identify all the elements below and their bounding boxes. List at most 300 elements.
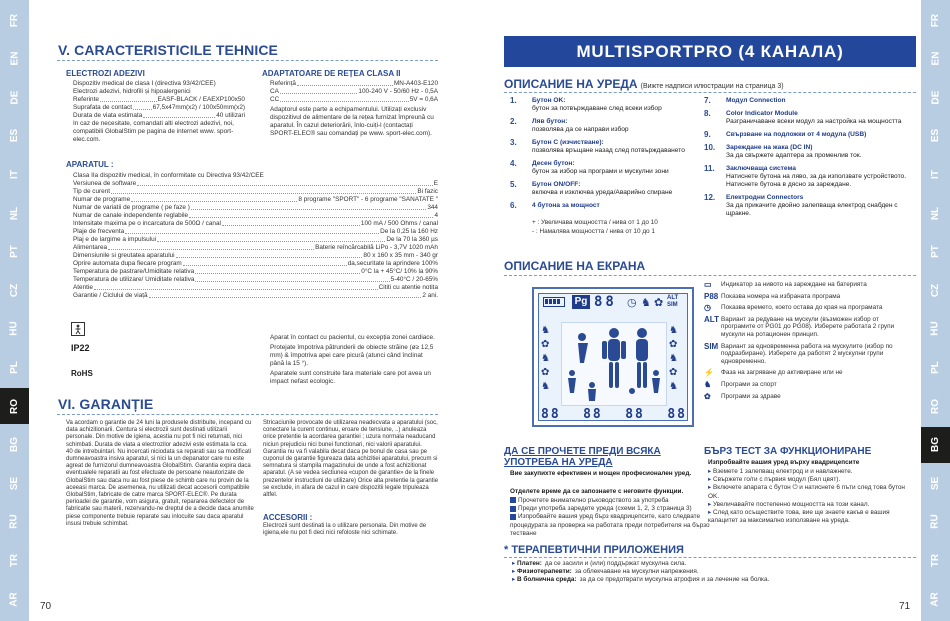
legend-text: Програми за спорт: [721, 380, 777, 388]
dot-leader: [131, 196, 297, 202]
language-tab-se[interactable]: [921, 465, 950, 501]
device-item-number: 8.: [704, 109, 711, 118]
legend-text: Вариант за едновременна работа на мускулите (избор по подразбиране). Изберете да работят 2 мускулни групи едновременно.: [721, 342, 893, 365]
spec-row: [73, 292, 438, 300]
device-item-label: Електродни Connectors: [726, 194, 804, 201]
spec-value: 67,5x47mm(x2) / 100x50mm(x2): [152, 104, 245, 111]
language-tab-fr[interactable]: [0, 2, 29, 38]
language-tab-label: EN: [9, 51, 20, 66]
language-tab-label: RO: [930, 398, 941, 414]
device-item-text: [726, 144, 862, 160]
language-tab-pl[interactable]: [0, 349, 29, 385]
device-item: [704, 110, 916, 126]
dot-leader: [108, 244, 314, 250]
ip-label: IP22: [71, 343, 90, 353]
dot-leader: [94, 284, 378, 290]
spec-row: [73, 96, 245, 104]
spec-row: [73, 180, 438, 188]
dot-leader: [149, 292, 422, 298]
test-item: [708, 468, 916, 476]
language-tab-ru[interactable]: [921, 504, 950, 540]
test-item: [708, 484, 916, 500]
spec-key: Electrozi adezivi, hidrofili și hipoalergenici: [73, 88, 191, 95]
page-number-left: 70: [40, 601, 52, 612]
language-tab-label: FR: [9, 13, 20, 27]
spec-value: 4: [434, 212, 438, 219]
section-title-warranty: VI. GARANȚIE: [58, 396, 154, 412]
therapeutic-item: [512, 560, 912, 568]
device-item-label: Color Indicator Module: [726, 110, 798, 117]
dot-leader: [191, 204, 426, 210]
device-description-note: (Вижте надписи илюстрации на страница 3): [640, 83, 784, 90]
language-tab-label: EN: [930, 51, 941, 66]
spec-value: De la 70 la 360 µs: [386, 236, 438, 243]
legend-item: [704, 293, 914, 301]
language-tab-nl[interactable]: [0, 195, 29, 231]
therapeutic-text: да се засили и (или) поддържат мускулна сила.: [544, 560, 687, 567]
language-tab-tr[interactable]: [0, 542, 29, 578]
legend-item: [704, 393, 914, 401]
device-item-desc: За да свържете адаптера за променлив ток.: [726, 152, 862, 159]
test-item: [708, 509, 916, 525]
spec-row: [73, 252, 438, 260]
device-item-text: [726, 131, 866, 139]
arrow-icon: ▸: [512, 560, 517, 567]
device-item: [510, 118, 700, 134]
accessories-title: ACCESORII :: [263, 513, 313, 522]
spec-row: [270, 80, 438, 88]
language-tab-label: CZ: [930, 283, 941, 297]
device-description-title: ОПИСАНИЕ НА УРЕДА (Вижте надписи илюстрации на страница 3): [504, 77, 784, 91]
spec-row: [270, 88, 438, 96]
spec-row: [73, 188, 438, 196]
spec-value: Cititi cu atentie notita: [378, 284, 438, 291]
dot-leader: [297, 80, 393, 86]
language-tab-es[interactable]: [921, 118, 950, 154]
spec-value: MN-A403-E120: [393, 80, 438, 87]
language-tab-de[interactable]: [0, 79, 29, 115]
adapter-specs: [270, 80, 438, 104]
language-tab-label: PL: [930, 361, 941, 374]
quick-test-bold: Изпробвайте вашия уред върху квадрицепсите: [708, 459, 860, 466]
muscle-figures-illustration: [561, 322, 667, 406]
battery-icon: [543, 297, 565, 307]
device-item-text: [532, 118, 629, 134]
device-item-number: 2.: [510, 117, 517, 126]
dot-leader: [143, 112, 215, 118]
spec-value: Bi fazic: [417, 188, 438, 195]
dot-leader: [176, 252, 363, 258]
language-tab-ro[interactable]: [921, 388, 950, 424]
language-tab-en[interactable]: [921, 41, 950, 77]
language-tab-label: ES: [930, 129, 941, 143]
device-item-label: Модул Connection: [726, 97, 786, 104]
spec-value: Baterie reîncărcabilă LiPo - 3,7V 1020 mAh: [315, 244, 438, 251]
device-item-label: Заключващa система: [726, 165, 796, 172]
spec-value: EASF-BLACK / EAEXP100x50: [157, 96, 245, 103]
legend-icon: ◷: [704, 303, 711, 313]
accessories-text: Electrozii sunt destinati la o utilizare personala. Din motive de igiena,ele nu pot fi deci nici refoloste nici schimate.: [263, 523, 427, 537]
arrow-icon: ▸: [708, 484, 713, 492]
dot-leader: [280, 88, 358, 94]
device-item-text: [726, 97, 786, 105]
device-item: [704, 194, 916, 218]
language-tab-label: TR: [9, 553, 20, 568]
language-tab-label: NL: [930, 206, 941, 220]
language-tab-label: DE: [930, 90, 941, 105]
page-number-right: 71: [899, 601, 911, 612]
divider: [504, 275, 916, 276]
adapter-note: Adaptorul este parte a echipamentului. Utilizați exclusiv dispozitivul de alimentare de la rețea furnizat împreună cu aparatul. În cazul deteriorării, înlo-cuiți-l (contactați SPORT-ELEC® sau comandați pe www. sport-elec.com).: [270, 106, 434, 137]
language-tab-en[interactable]: [0, 41, 29, 77]
dot-leader: [222, 220, 360, 226]
language-tab-cz[interactable]: [0, 272, 29, 308]
legend-item: [704, 343, 914, 366]
therapeutic-title: * ТЕРАПЕВТИЧНИ ПРИЛОЖЕНИЯ: [504, 544, 684, 556]
power-minus-text: - : Намалява мощността / нива от 10 до 1: [532, 228, 655, 235]
legend-icon: ♞: [704, 379, 712, 389]
language-tab-label: FR: [930, 13, 941, 27]
language-tab-pt[interactable]: [0, 234, 29, 270]
device-item-desc: Натиснете бутона на ляво, за да използвате устройството. Натиснете бутона в дясно за зареждане.: [726, 173, 907, 188]
spec-value: 80 x 160 x 35 mm - 340 gr: [363, 252, 438, 259]
legend-icon: ▭: [704, 280, 712, 289]
legend-item: [704, 281, 914, 289]
device-item: [704, 131, 916, 139]
sim-label: SIM: [667, 302, 678, 308]
language-tab-ru[interactable]: [0, 504, 29, 540]
warranty-text-col1: Va acordam o garantie de 24 luni la produsele distribuite, incepand cu data achizitionarii. Centura si electrozii sunt destinati utilizarii personale. Din motive de igiena, acestia nu pot fi nici returnati, nici schimbati. Durata de viata a electrozilor adezivi este estimata la cca. 40 de intrebuintari. Nu incercati niciodata sa reparati sau sa modificati dumneavoastra insiva aparatul, si nici la un depanator care nu este agreat de furnizorul dumneavoastra GlobalStim. Garantia expira daca eventualele reparatii au fost efectuate de persoane neautorizate de GlobalStim sau daca nu au fost piese de schimb care nu provin de la aceeasi marca. De asemenea, nu utilizati decat accesorii compatibile GlobalStim, fabricate de catre marca SPORT-ELEC®. Pe durata perioadei de garantie, vom asigura, gratuit, repararea defectelor de fabricatie sau materii, rezervandu-ne dreptul de a decide daca anumite piese componente trebuie reparate sau inlocuite sau daca aparatul insusi trebuie schimbat.: [66, 420, 254, 527]
device-item-text: [532, 97, 662, 113]
legend-item: [704, 381, 914, 389]
screen-description-title: ОПИСАНИЕ НА ЕКРАНА: [504, 259, 646, 273]
dot-leader: [100, 96, 157, 102]
device-items-col1: [510, 97, 700, 215]
spec-key: Plaje de frecventa: [73, 228, 125, 235]
device-item-number: 6.: [510, 201, 517, 210]
spec-value: 8 programe "SPORT" - 6 programe "SANATATE ": [298, 196, 438, 203]
language-tabs-right: [921, 0, 950, 621]
spec-key: Versiunea de software: [73, 180, 137, 187]
spec-row: [73, 80, 245, 88]
device-specs: [73, 180, 438, 300]
device-item-desc: Разграничаване всеки модул за настройка на мощността: [726, 118, 902, 125]
spec-row: [270, 96, 438, 104]
language-tab-label: RO: [9, 398, 20, 414]
legend-icon: SIM: [704, 341, 719, 351]
health-icon: ✿: [654, 297, 664, 309]
therapeutic-label: Платен:: [516, 560, 542, 567]
spec-key: Durata de viata estimata: [73, 112, 143, 119]
language-tab-pl[interactable]: [921, 349, 950, 385]
spec-key: Tip de curent: [73, 188, 111, 195]
read-bold-2: Отделете време да се запознаете с неговите функции.: [510, 488, 684, 495]
device-item-text: [726, 194, 916, 218]
device-item-text: [726, 165, 916, 189]
legend-text: Индикатор за нивото на зареждане на батерията: [721, 281, 867, 288]
bullet-square-icon: [510, 514, 516, 520]
language-tab-se[interactable]: [0, 465, 29, 501]
arrow-icon: ▸: [512, 568, 517, 576]
electrodes-specs: [73, 80, 245, 120]
device-item-number: 9.: [704, 130, 711, 139]
device-item-label: Зареждане на жака (DC IN): [726, 144, 813, 151]
read-item-text: Изпробвайте вашия уред бърз квадрицепсите, като следвате процедурата за проверка на работата преди потребителя на бързо тестване: [510, 513, 710, 537]
spec-key: CA: [270, 88, 279, 95]
legend-text: Показва номера на избраната програма: [721, 292, 841, 300]
language-tab-hu[interactable]: [0, 311, 29, 347]
device-item: [704, 97, 916, 105]
divider: [504, 92, 916, 93]
device-item-desc: включва и изключва уреда/Аварийно спиране: [532, 189, 673, 196]
language-tab-label: CZ: [9, 283, 20, 297]
language-tab-ro[interactable]: [0, 388, 29, 424]
spec-value: 0°C la + 45°C/ 10% la 90%: [361, 268, 438, 275]
therapeutic-item: [512, 576, 912, 584]
device-title: APARATUL :: [66, 160, 114, 169]
device-item-number: 7.: [704, 96, 711, 105]
language-tabs-left: [0, 0, 29, 621]
language-tab-label: AR: [8, 591, 20, 607]
spec-key: Referinte: [73, 96, 99, 103]
device-item-desc: позволява да се направи избор: [532, 126, 629, 133]
arrow-icon: ▸: [708, 476, 713, 484]
spec-value: 100-240 V - 50/60 Hz - 0,5A: [358, 88, 438, 95]
language-tab-label: HU: [8, 321, 20, 337]
channel-intensity-digits: 88 88 88 88: [541, 407, 687, 422]
legend-text: Показва времето, което остава до края на програмата: [721, 304, 883, 312]
test-item-text: Свържете го/ги с първия модул (Бял цвят).: [712, 476, 841, 484]
legend-icon: ✿: [704, 391, 711, 401]
spec-value: da,securitate la aprindere 100%: [347, 260, 438, 267]
device-item-label: Десен бутон:: [532, 160, 575, 167]
device-item-text: [532, 202, 600, 210]
dot-leader: [133, 104, 152, 110]
language-tab-es[interactable]: [0, 118, 29, 154]
spec-row: [73, 236, 438, 244]
bf-applied-part-icon: [71, 322, 85, 336]
spec-row: [73, 228, 438, 236]
language-tab-label: PT: [930, 245, 941, 258]
screen-legend: [704, 281, 914, 404]
program-pg-label: Pg: [572, 295, 590, 309]
spec-key: Intensitate maxima pe o incarcatura de 500Ω / canal: [73, 220, 221, 227]
quick-test-list: [708, 468, 916, 525]
device-item: [510, 202, 700, 210]
spec-row: [73, 244, 438, 252]
spec-row: [73, 88, 245, 96]
device-item: [510, 97, 700, 113]
ip-text: Protejate împotriva pătrunderii de obiecte străine (ø≥ 12,5 mm) & împotriva apei care picură (atunci când înclinat până la 15 °).: [270, 344, 434, 367]
device-items-col2: [704, 97, 916, 223]
language-tab-ar[interactable]: [921, 581, 950, 617]
quick-test-title: БЪРЗ ТЕСТ ЗА ФУНКЦИОНИРАНЕ: [704, 446, 872, 457]
spec-row: [73, 104, 245, 112]
device-item-number: 1.: [510, 96, 517, 105]
therapeutic-label: В болнична среда:: [516, 576, 577, 584]
read-item-text: Преди употреба заредете уреда (схеми 1, 2, 3 страница 3): [518, 505, 692, 513]
device-item: [510, 160, 700, 176]
spec-key: Temperatura de pastrare/Umiditate relativa: [73, 268, 195, 275]
spec-value: 100 mA / 500 Ohms / canal: [360, 220, 438, 227]
language-tab-label: AR: [929, 591, 941, 607]
language-tab-pt[interactable]: [921, 234, 950, 270]
language-tab-fr[interactable]: [921, 2, 950, 38]
language-tab-ar[interactable]: [0, 581, 29, 617]
legend-item: [704, 316, 914, 339]
power-plus-text: + : Увеличава мощността / нива от 1 до 10: [532, 219, 658, 226]
language-tab-cz[interactable]: [921, 272, 950, 308]
legend-icon: ⚡: [704, 368, 714, 378]
language-tab-label: TR: [930, 553, 941, 568]
language-tab-label: BG: [9, 437, 20, 453]
language-tab-label: ES: [9, 129, 20, 143]
spec-key: Plaj e de largime a impulsului: [73, 236, 157, 243]
spec-key: Temperatura de utilizare/ Umiditate relativa: [73, 276, 195, 283]
legend-text: Фаза на загряване до активиране или не: [721, 369, 843, 377]
language-tab-bg[interactable]: [921, 427, 950, 463]
device-item-label: Ляв бутон:: [532, 118, 568, 125]
spec-row: [73, 204, 438, 212]
legend-text: Програми за здраве: [721, 392, 781, 400]
language-tab-it[interactable]: [0, 156, 29, 192]
spec-key: Suprafata de contact: [73, 104, 132, 111]
device-item-number: 11.: [704, 164, 715, 173]
language-tab-label: DE: [9, 90, 20, 105]
divider: [504, 557, 916, 558]
language-tab-label: SE: [930, 476, 941, 490]
arrow-icon: ▸: [708, 509, 713, 517]
device-item-desc: За да прикачите двойно залепваща електрод снабден с щракне.: [726, 202, 898, 217]
legend-item: [704, 369, 914, 377]
main-title-bar: MULTISPORTPRO (4 КАНАЛА): [504, 36, 916, 67]
bullet-square-icon: [510, 506, 516, 512]
read-item: [510, 513, 710, 538]
device-intro: Clasa IIa dispozitiv medical, în conformitate cu Directiva 93/42/CEE: [73, 172, 264, 179]
spec-key: CC: [270, 96, 280, 103]
device-item: [510, 139, 700, 155]
adapter-title: ADAPTATOARE DE REȚEA CLASA II: [262, 69, 401, 78]
device-item-label: Бутон OK:: [532, 97, 566, 104]
language-tab-tr[interactable]: [921, 542, 950, 578]
rohs-text: Aparatele sunt construite fara materiale care pot avea un impact nefast ecologic.: [270, 370, 431, 385]
arrow-icon: ▸: [708, 468, 713, 475]
device-item: [704, 165, 916, 189]
device-item-number: 10.: [704, 143, 716, 152]
legend-icon: P88: [704, 291, 719, 301]
test-item-text: Увеличавайте постепенно мощността на този канал.: [712, 500, 870, 508]
bullet-square-icon: [510, 497, 516, 503]
device-item-label: Свързване на подложки от 4 модула (USB): [726, 131, 867, 138]
warranty-text-col2: Stricaciunile provocate de utilizarea neadecvata a aparatului (soc, conectare la curent continuu, eroare de tensiune, ..) anuleaza orice pretentie la acordarea garantiei ; uzura normala neaducand niciun prejudiciu nici bunei functionari, nici valorii aparatului. Garantia nu va fi valabila decat daca pe bonul de casa sau pe cuponul de garantie figureaza data achizitiei aparatului, precum si semnatura si stampila magazinului de unde a fost achizitionat aparatul. (A se vedea sectiunea «cupon de garantie» de la finele prezentelor instructiuni de utilizare) Orice alta pretentie la garantie se exclude, in afara de cazul in care dispozitii legale tripuleaza altfel.: [263, 420, 439, 499]
spec-row: [73, 260, 438, 268]
test-item-text: След като осъществите това, вие ще знаете какъв е вашия капацитет за максимално използване на уреда.: [708, 509, 890, 525]
arrow-icon: ▸: [512, 576, 517, 584]
spec-key: Dimensiunile si greutatea aparatului: [73, 252, 175, 259]
dot-leader: [195, 276, 389, 282]
test-item-text: Включете апарата с бутон ⏻ и натиснете 6 пъти след това бутон OK.: [708, 484, 905, 500]
device-item-number: 12.: [704, 193, 716, 202]
spec-row: [73, 196, 438, 204]
device-item: [510, 181, 700, 197]
language-tab-label: IT: [8, 169, 20, 179]
spec-value: 5-40°C / 20-65%: [390, 276, 438, 283]
arrow-icon: ▸: [708, 500, 713, 508]
spec-value: 5V = 0,6A: [409, 96, 438, 103]
legend-item: [704, 304, 914, 312]
therapeutic-list: [512, 560, 912, 585]
device-item-number: 3.: [510, 138, 517, 147]
device-item-number: 5.: [510, 180, 517, 189]
language-tab-de[interactable]: [921, 79, 950, 115]
electrodes-note: In caz de necesitate, comandati alti electrozi adezivi, noi, compatibili GlobalStim pe pagina de internet www. sport-elec.com.: [73, 120, 234, 143]
language-tab-label: RU: [8, 514, 20, 530]
dot-leader: [280, 96, 409, 102]
device-item-text: [532, 181, 672, 197]
dot-leader: [195, 268, 360, 274]
spec-row: [73, 276, 438, 284]
device-item-label: 4 бутона за мощност: [532, 202, 600, 209]
language-tab-label: HU: [929, 321, 941, 337]
spec-key: Garantie / Ciclului de viață: [73, 292, 148, 299]
read-before-use-list: [510, 497, 710, 538]
spec-row: [73, 268, 438, 276]
symbol-bf-text: Aparat în contact cu pacientul, cu excepția zonei cardiace.: [270, 334, 435, 341]
device-item-desc: позволява връщане назад след потвърждаването: [532, 147, 685, 154]
therapeutic-text: за да се предотврати мускулна атрофия и за лечение на болка.: [579, 576, 770, 584]
spec-value: 344: [427, 204, 438, 211]
electrodes-title: ELECTROZI ADEZIVI: [66, 69, 145, 78]
language-tab-bg[interactable]: [0, 427, 29, 463]
spec-row: [73, 220, 438, 228]
legend-text: Вариант за редуване на мускули (възможен избор от програмите от PG01 до PG08). Изберете работата 2 групи мускули на ротационен принцип.: [721, 315, 895, 338]
read-bold-1: Вие закупихте ефективен и мощен професионален уред.: [510, 470, 692, 477]
language-tab-label: PL: [9, 361, 20, 374]
spec-key: Dispozitiv medical de clasa I (directiva 93/42/CEE): [73, 80, 216, 87]
dot-leader: [183, 260, 347, 266]
test-item: [708, 501, 916, 509]
language-tab-hu[interactable]: [921, 311, 950, 347]
device-item-text: [532, 160, 669, 176]
device-item-number: 4.: [510, 159, 517, 168]
lcd-screen-illustration: Pg 88 ◷ ♞ ✿ ALT SIM ♞ ✿ ♞ ✿ ♞ ♞ ✿ ♞ ✿ ♞ 88 88 88 88: [532, 287, 694, 427]
device-item: [704, 144, 916, 160]
dot-leader: [189, 212, 433, 218]
device-item-desc: бутон за потвърждаване след всеки избор: [532, 105, 662, 112]
spec-row: [73, 212, 438, 220]
read-item-text: Прочетете внимателно ръководството за употреба: [518, 497, 669, 504]
section-title-technical: V. CARACTERISTICILE TEHNICE: [58, 42, 278, 58]
spec-key: Numar de canale independente reglabile: [73, 212, 189, 219]
test-item-text: Вземете 1 залепващ електрод и и навлажнете.: [712, 468, 853, 475]
spec-key: Referință: [270, 80, 296, 87]
language-tab-label: BG: [930, 437, 941, 453]
spec-key: Numar de variatii de programe ( pe faze ): [73, 204, 190, 211]
language-tab-label: PT: [9, 245, 20, 258]
read-before-use-title: ДА СЕ ПРОЧЕТЕ ПРЕДИ ВСЯКА УПОТРЕБА НА УРЕДА: [504, 446, 661, 468]
read-item: [510, 497, 710, 505]
alt-label: ALT: [667, 295, 679, 301]
language-tab-nl[interactable]: [921, 195, 950, 231]
language-tab-label: RU: [929, 514, 941, 530]
rohs-label: RoHS: [71, 369, 93, 378]
device-item-label: Бутон ON/OFF:: [532, 181, 581, 188]
language-tab-label: IT: [929, 169, 941, 179]
language-tab-it[interactable]: [921, 156, 950, 192]
spec-value: 40 utilizari: [216, 112, 245, 119]
legend-icon: ALT: [704, 314, 719, 324]
divider: [57, 60, 438, 61]
